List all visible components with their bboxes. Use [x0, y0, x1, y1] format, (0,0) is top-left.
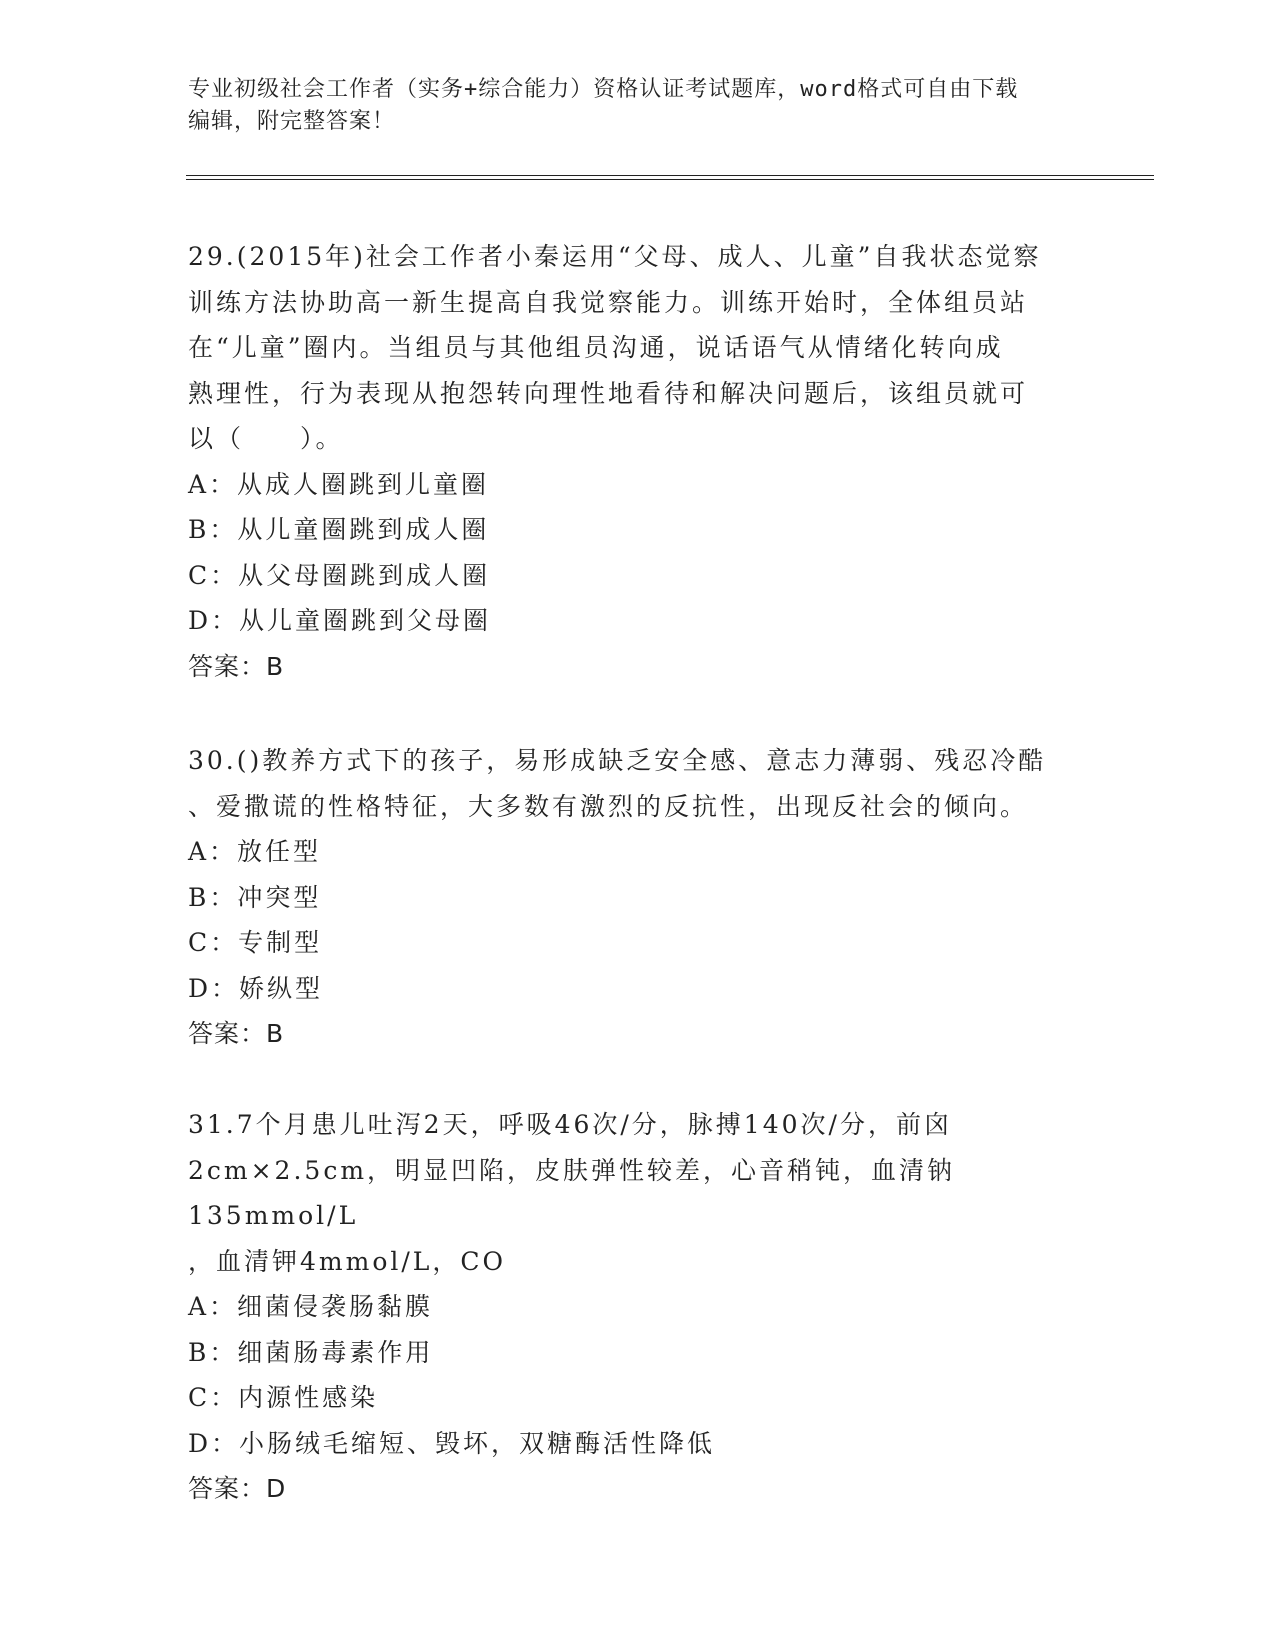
option-b: B：从儿童圈跳到成人圈	[188, 515, 490, 544]
option-d: D：从儿童圈跳到父母圈	[188, 606, 492, 635]
option-d: D：娇纵型	[188, 973, 324, 1003]
question-stem	[188, 738, 1088, 829]
answer: 答案：B	[188, 651, 285, 681]
option-b: B：细菌肠毒素作用	[188, 1337, 434, 1367]
option-c: C：内源性感染	[188, 1383, 379, 1412]
option-a: A：细菌侵袭肠黏膜	[188, 1292, 434, 1321]
stem-line: 29.(2015年)社会工作者小秦运用“父母、成人、儿童”自我状态觉察	[188, 242, 1042, 271]
option-c: C：从父母圈跳到成人圈	[188, 560, 491, 590]
question-31	[188, 1102, 1088, 1512]
document-header	[188, 74, 1088, 138]
header-line-1: 专业初级社会工作者（实务+综合能力）资格认证考试题库，word格式可自由下载	[188, 77, 1019, 102]
stem-line: ，血清钾4mmol/L，CO	[188, 1246, 507, 1276]
stem-line: 30.()教养方式下的孩子，易形成缺乏安全感、意志力薄弱、残忍冷酷	[188, 746, 1047, 775]
stem-line: 、爱撒谎的性格特征，大多数有激烈的反抗性，出现反社会的倾向。	[188, 791, 1029, 821]
question-30	[188, 738, 1088, 1057]
option-c: C：专制型	[188, 928, 323, 957]
question-stem	[188, 1102, 1088, 1284]
stem-line: 以（ ）。	[188, 424, 344, 453]
question-29	[188, 234, 1088, 689]
stem-line: 31.7个月患儿吐泻2天，呼吸46次/分，脉搏140次/分，前囟	[188, 1110, 952, 1139]
answer: 答案：B	[188, 1019, 285, 1048]
option-b: B：冲突型	[188, 882, 322, 912]
stem-line: 训练方法协助高一新生提高自我觉察能力。训练开始时，全体组员站	[188, 287, 1029, 317]
question-stem	[188, 234, 1088, 462]
stem-line: 2cm×2.5cm，明显凹陷，皮肤弹性较差，心音稍钝，血清钠135mmol/L	[188, 1155, 956, 1230]
header-divider-bottom	[186, 179, 1154, 180]
option-a: A：放任型	[188, 837, 322, 866]
stem-line: 在“儿童”圈内。当组员与其他组员沟通，说话语气从情绪化转向成	[188, 333, 1004, 362]
answer: 答案：D	[188, 1474, 287, 1503]
stem-line: 熟理性，行为表现从抱怨转向理性地看待和解决问题后，该组员就可	[188, 378, 1029, 408]
header-line-2: 编辑，附完整答案！	[188, 109, 396, 134]
option-d: D：小肠绒毛缩短、毁坏，双糖酶活性降低	[188, 1428, 716, 1458]
option-a: A：从成人圈跳到儿童圈	[188, 469, 490, 499]
header-divider-top	[186, 175, 1154, 176]
